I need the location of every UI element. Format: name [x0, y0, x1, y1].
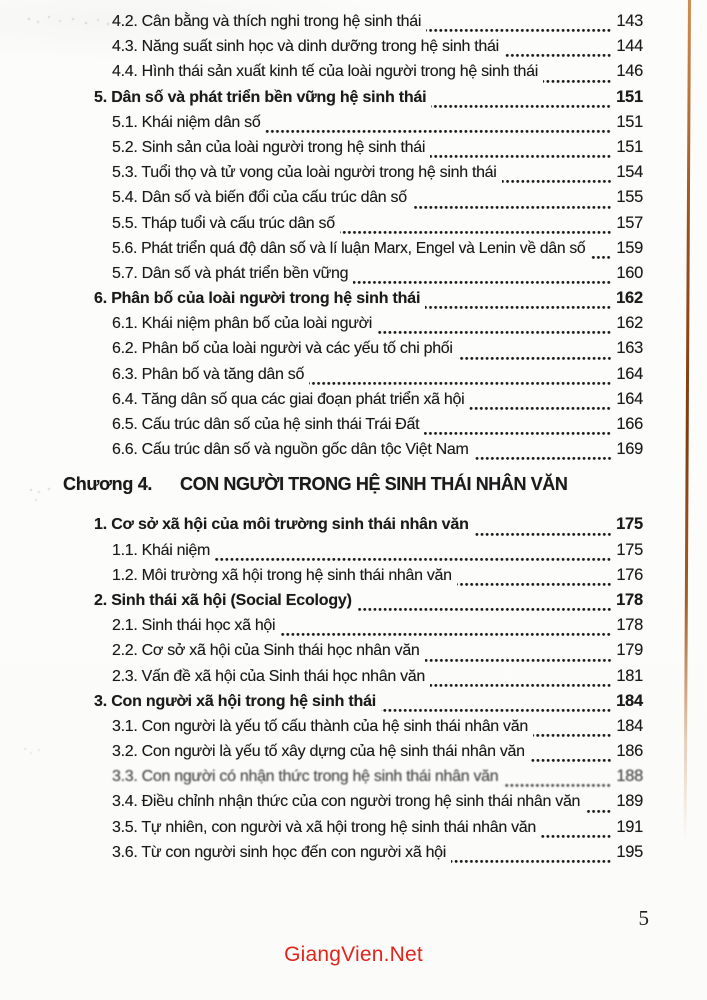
toc-entry-page: 143	[616, 12, 643, 30]
dot-leader	[430, 154, 612, 159]
toc-entry-page: 162	[616, 289, 643, 308]
toc-entry-title: 5.7. Dân số và phát triển bền vững	[112, 264, 349, 282]
toc-entry-page: 186	[616, 742, 643, 761]
toc-entry-page: 164	[616, 364, 643, 383]
toc-entry-page: 176	[616, 565, 643, 584]
toc-entry-title: 4.4. Hình thái sản xuất kinh tế của loài người trong hệ sinh thái	[112, 63, 538, 81]
toc-entry	[112, 314, 643, 339]
toc-entry	[112, 415, 643, 440]
dot-leader	[357, 607, 612, 612]
toc-section-chapter4	[63, 515, 643, 868]
toc-entry-title: 3.5. Tự nhiên, con người và xã hội trong hệ sinh thái nhân văn	[112, 818, 536, 836]
dot-leader	[215, 557, 612, 562]
toc-entry-title: 3.6. Từ con người sinh học đến con người xã hội	[112, 843, 447, 861]
dot-leader	[430, 683, 612, 688]
toc-entry-page: 163	[616, 339, 643, 358]
dot-leader	[425, 658, 612, 663]
toc-entry	[112, 163, 643, 188]
dot-leader	[412, 205, 612, 210]
dot-leader	[503, 783, 612, 788]
toc-entry-page: 166	[616, 415, 643, 433]
toc-entry	[112, 717, 643, 742]
toc-entry-page: 169	[616, 440, 643, 459]
toc-entry-title: 2.2. Cơ sở xã hội của Sinh thái học nhân văn	[112, 642, 420, 660]
toc-entry-page: 151	[616, 137, 643, 156]
toc-entry-title: 3.4. Điều chỉnh nhận thức của con người trong hệ sinh thái nhân văn	[112, 793, 581, 811]
dot-leader	[457, 582, 612, 587]
toc-entry	[94, 289, 643, 314]
toc-entry	[112, 264, 643, 289]
toc-entry-title: 5.4. Dân số và biến đổi của cấu trúc dân số	[112, 189, 407, 207]
toc-entry-title: 5.6. Phát triển quá độ dân số và lí luận Marx, Engel và Lenin về dân số	[112, 239, 586, 257]
dot-leader	[590, 255, 612, 260]
toc-entry-title: 2.1. Sinh thái học xã hội	[112, 617, 276, 635]
toc-entry	[112, 541, 643, 566]
toc-entry-page: 178	[616, 616, 643, 635]
toc-entry	[94, 692, 643, 717]
toc-entry-page: 179	[616, 641, 643, 660]
dot-leader	[377, 330, 612, 335]
toc-entry-title: 3.2. Con người là yếu tố xây dựng của hệ sinh thái nhân văn	[112, 743, 525, 761]
dot-leader	[543, 79, 612, 84]
scan-noise	[24, 748, 26, 750]
toc-entry	[112, 440, 643, 465]
dot-leader	[530, 758, 612, 763]
dot-leader	[502, 179, 612, 184]
dot-leader	[353, 280, 612, 285]
toc-entry-page: 157	[616, 213, 643, 232]
toc-entry-page: 178	[616, 590, 643, 609]
toc-entry-title: 6. Phân bố của loài người trong hệ sinh thái	[94, 290, 421, 308]
toc-entry-title: 2. Sinh thái xã hội (Social Ecology)	[94, 591, 352, 609]
toc-entry-title: 5.3. Tuổi thọ và tử vong của loài người trong hệ sinh thái	[112, 164, 497, 182]
toc-entry-title: 3. Con người xã hội trong hệ sinh thái	[94, 692, 377, 710]
toc-entry-title: 6.4. Tăng dân số qua các giai đoạn phát triển xã hội	[112, 390, 465, 408]
table-of-contents	[63, 12, 643, 868]
toc-entry	[94, 88, 643, 113]
toc-entry-page: 164	[616, 389, 643, 408]
toc-entry-title: 1. Cơ sở xã hội của môi trường sinh thái nhân văn	[94, 516, 469, 534]
dot-leader	[458, 356, 612, 361]
toc-entry-title: 6.3. Phân bố và tăng dân số	[112, 365, 305, 383]
dot-leader	[451, 859, 612, 864]
toc-entry	[112, 390, 643, 415]
page-number: 5	[638, 906, 649, 930]
toc-entry	[112, 667, 643, 692]
dot-leader	[474, 456, 613, 461]
toc-entry	[112, 566, 643, 591]
dot-leader	[425, 305, 612, 310]
toc-entry	[112, 616, 643, 641]
toc-entry-title: 3.1. Con người là yếu tố cấu thành của hệ sinh thái nhân văn	[112, 717, 528, 735]
dot-leader	[381, 708, 612, 713]
dot-leader	[474, 532, 612, 537]
toc-entry	[112, 113, 643, 138]
toc-entry-title: 6.6. Cấu trúc dân số và nguồn gốc dân tộc Việt Nam	[112, 441, 469, 459]
toc-entry-page: 154	[616, 163, 643, 182]
dot-leader	[431, 104, 612, 109]
toc-entry	[112, 62, 643, 87]
toc-entry-title: 4.3. Năng suất sinh học và dinh dưỡng trong hệ sinh thái	[112, 38, 499, 56]
toc-entry	[112, 843, 643, 868]
toc-entry	[94, 515, 643, 540]
scan-noise	[28, 18, 30, 20]
toc-entry-page: 191	[616, 817, 643, 836]
toc-entry	[112, 188, 643, 213]
toc-entry-page: 151	[616, 112, 643, 131]
toc-entry-title: 1.1. Khái niệm	[112, 541, 211, 559]
toc-entry	[112, 214, 643, 239]
toc-entry-page: 159	[616, 238, 643, 257]
toc-entry-title: 3.3. Con người có nhận thức trong hệ sinh thái nhân văn	[112, 768, 499, 786]
chapter-number: Chương 4.	[63, 474, 153, 495]
toc-entry	[112, 767, 643, 792]
toc-entry-title: 5. Dân số và phát triển bền vững hệ sinh thái	[94, 88, 427, 106]
toc-entry	[112, 742, 643, 767]
toc-entry-title: 5.2. Sinh sản của loài người trong hệ sinh thái	[112, 138, 426, 156]
toc-entry-title: 6.1. Khái niệm phân bố của loài người	[112, 315, 373, 333]
chapter-title: CON NGƯỜI TRONG HỆ SINH THÁI NHÂN VĂN	[180, 474, 568, 495]
toc-entry	[112, 792, 643, 817]
toc-entry-page: 175	[616, 515, 643, 534]
dot-leader	[280, 632, 612, 637]
dot-leader	[424, 431, 612, 436]
toc-entry	[112, 339, 643, 364]
toc-entry-page: 175	[616, 540, 643, 559]
chapter-heading	[63, 474, 643, 499]
toc-entry-page: 155	[616, 188, 643, 207]
dot-leader	[504, 53, 612, 58]
toc-entry-page: 184	[616, 716, 643, 735]
toc-entry-page: 184	[616, 691, 643, 710]
toc-entry-page: 195	[616, 842, 643, 861]
toc-entry	[112, 239, 643, 264]
toc-entry-title: 4.2. Cân bằng và thích nghi trong hệ sinh thái	[112, 13, 422, 30]
watermark-text: GiangVien.Net	[284, 943, 423, 966]
toc-section-chapter3	[63, 12, 643, 465]
toc-entry	[112, 818, 643, 843]
dot-leader	[541, 834, 612, 839]
toc-entry-title: 6.5. Cấu trúc dân số của hệ sinh thái Trái Đất	[112, 416, 420, 433]
dot-leader	[533, 733, 612, 738]
toc-entry-page: 160	[616, 263, 643, 282]
toc-entry-title: 2.3. Vấn đề xã hội của Sinh thái học nhân văn	[112, 667, 425, 685]
dot-leader	[265, 129, 612, 134]
toc-entry-title: 5.1. Khái niệm dân số	[112, 113, 261, 131]
scan-noise	[30, 489, 32, 491]
dot-leader	[585, 809, 612, 814]
toc-entry-title: 5.5. Tháp tuổi và cấu trúc dân số	[112, 214, 335, 232]
dot-leader	[309, 381, 612, 386]
toc-entry-page: 181	[616, 666, 643, 685]
toc-entry-title: 6.2. Phân bố của loài người và các yếu tố chi phối	[112, 340, 453, 358]
book-edge	[684, 0, 691, 841]
toc-entry-title: 1.2. Môi trường xã hội trong hệ sinh thái nhân văn	[112, 566, 452, 584]
toc-entry-page: 162	[616, 314, 643, 333]
toc-entry-page: 188	[616, 767, 643, 786]
toc-entry	[112, 365, 643, 390]
toc-entry-page: 189	[616, 792, 643, 811]
toc-entry	[94, 591, 643, 616]
toc-entry	[112, 37, 643, 62]
dot-leader	[426, 28, 612, 33]
toc-entry	[112, 641, 643, 666]
toc-entry-page: 144	[616, 37, 643, 56]
toc-entry	[112, 138, 643, 163]
toc-entry	[112, 12, 643, 37]
toc-entry-page: 151	[616, 87, 643, 106]
dot-leader	[340, 230, 612, 235]
dot-leader	[469, 406, 612, 411]
toc-entry-page: 146	[616, 62, 643, 81]
